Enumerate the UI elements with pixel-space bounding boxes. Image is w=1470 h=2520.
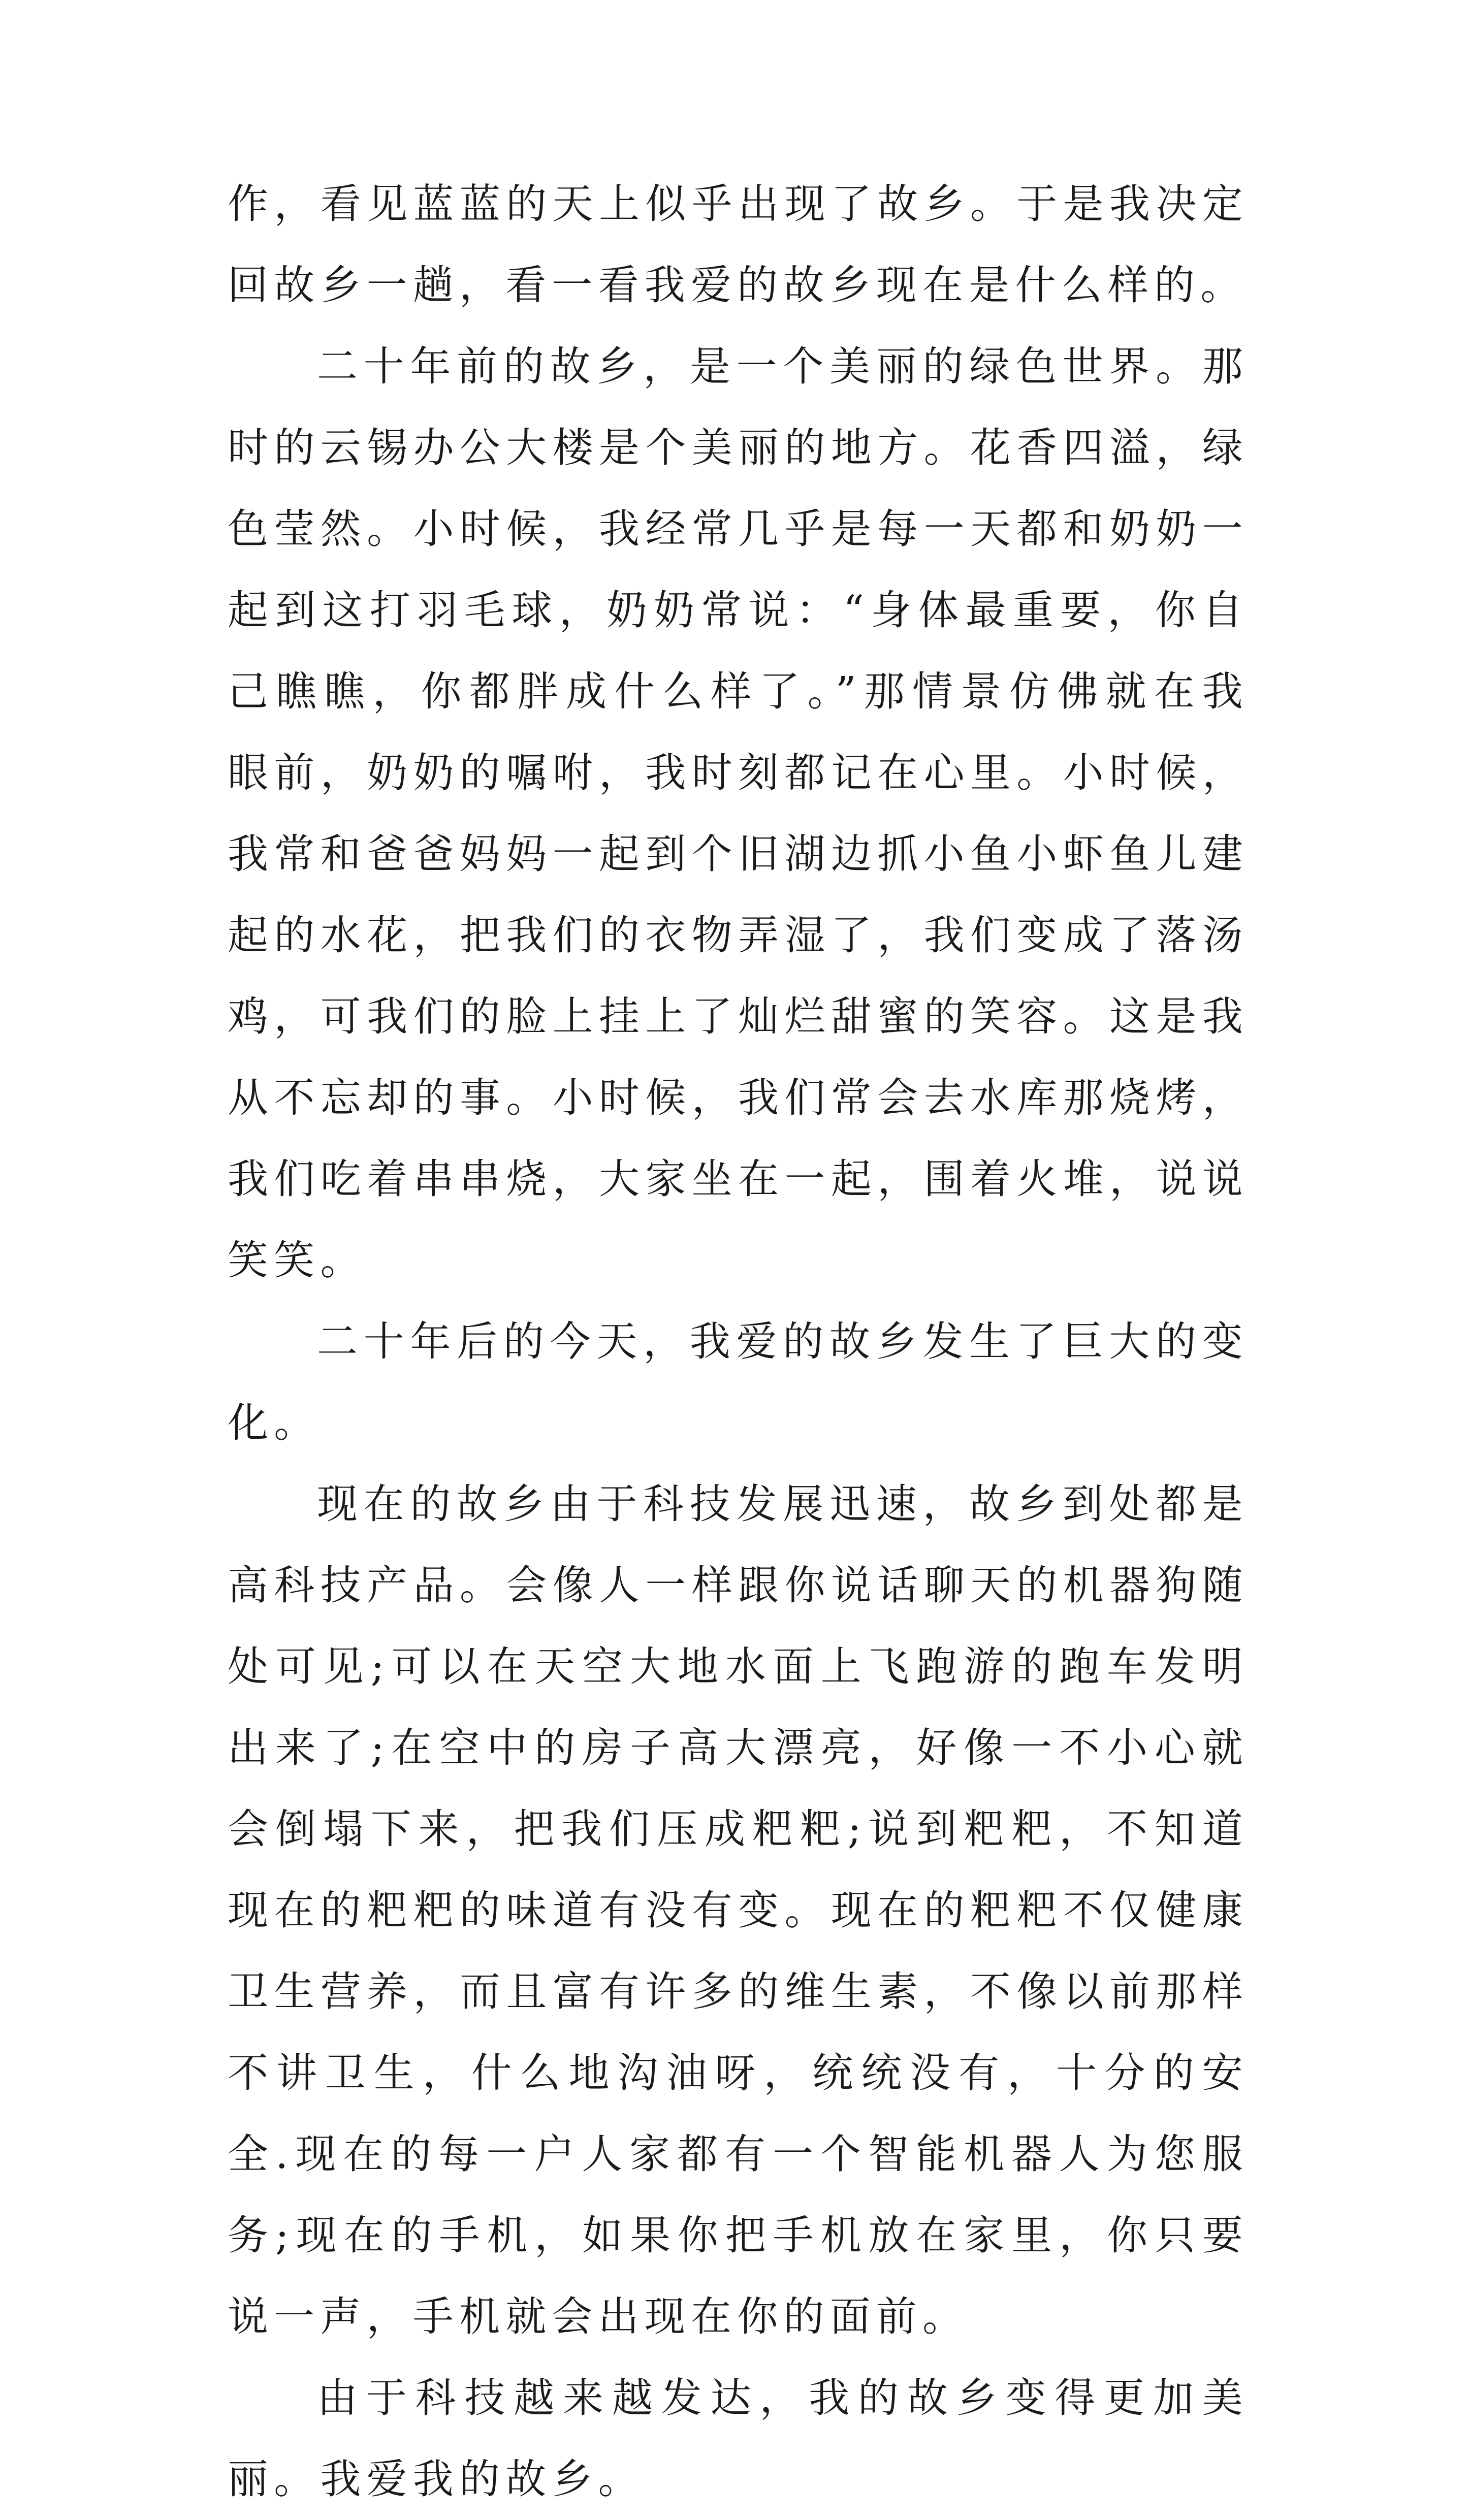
paragraph-5: 由于科技越来越发达，我的故乡变得更加美丽。我爱我的故乡。 xyxy=(228,2374,1249,2503)
paragraph-2: 二十年前的故乡，是一个美丽的绿色世界。那时的云锡办公大楼是个美丽的地方。花香四溢，绿色莹然。小时候，我经常几乎是每一天都和奶奶一起到这打羽毛球，奶奶常说：“身体最重要，你自己瞧瞧，你都胖成什么样了。”那情景仿佛就在我眼前，奶奶的嘱咐，我时刻都记在心里。小时候，我常和爸爸妈妈一起到个旧湖边抓小鱼小虾鱼儿建起的水花，把我们的衣物弄湿了，我们变成了落汤鸡，可我们的脸上挂上了灿烂甜蜜的笑容。这是我从不忘却的事。小时候，我们常会去水库那烧烤，我们吃着串串烧，大家坐在一起，围着火堆，说说笑笑。 xyxy=(228,343,1249,1284)
paragraph-3: 二十年后的今天，我爱的故乡发生了巨大的变化。 xyxy=(228,1318,1249,1446)
paragraph-4: 现在的故乡由于科技发展迅速，故乡到处都是高科技产品。会像人一样跟你说话聊天的机器狗随处可见;可以在天空大地水面上飞跑游的跑车发明出来了;在空中的房子高大漂亮，好像一不小心就会倒塌下来，把我们压成粑粑;说到粑粑，不知道现在的粑粑的味道有没有变。现在的粑粑不仅健康卫生营养，而且富有许多的维生素，不像以前那样不讲卫生，什么地沟油呀，统统没有，十分的安全.现在的每一户人家都有一个智能机器人为您服务;现在的手机，如果你把手机放在家里，你只要说一声，手机就会出现在你的面前。 xyxy=(228,1480,1249,2340)
document-body xyxy=(228,164,1249,2520)
paragraph-1: 作，看见蓝蓝的天上似乎出现了故乡。于是我决定回故乡一趟，看一看我爱的故乡现在是什么样的。 xyxy=(228,180,1249,309)
